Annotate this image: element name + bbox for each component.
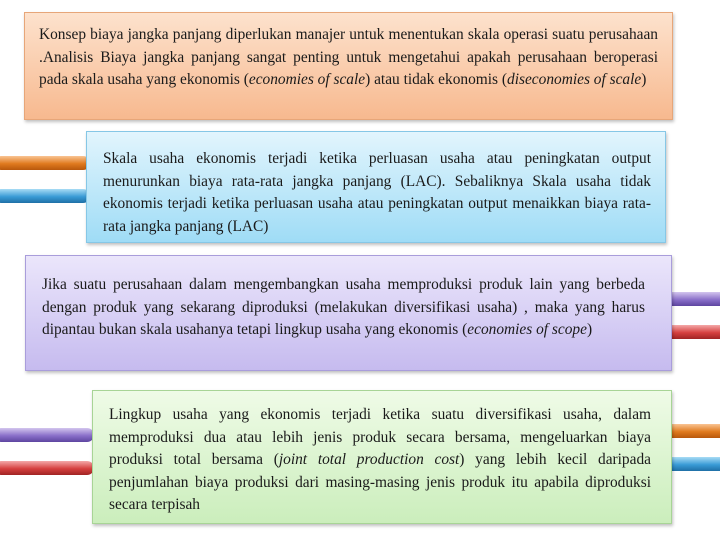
decor-bar-orange-right — [664, 424, 720, 438]
paragraph-economies-of-scope: Jika suatu perusahaan dalam mengembangkan usaha memproduksi produk lain yang berbeda dengan produk yang sekarang diproduksi (melakukan diversifikasi usaha) , maka yang harus dipantau bukan skala usahanya tetapi lingkup usaha yang ekonomis (economies of scope) — [42, 276, 645, 339]
decor-bar-purple-left — [0, 428, 94, 442]
decor-bar-orange-left — [0, 156, 90, 170]
decor-bar-blue-left — [0, 189, 90, 203]
text-box-scope-definition — [92, 390, 672, 524]
paragraph-scope-definition: Lingkup usaha yang ekonomis terjadi ketika suatu diversifikasi usaha, dalam memproduksi dua atau lebih jenis produk secara bersama, mengeluarkan biaya produksi total bersama (joint total production cost) yang lebih kecil daripada penjumlahan biaya produksi dari masing-masing jenis produk itu apabila diproduksi secara terpisah — [109, 406, 651, 514]
text-box-economies-of-scale — [24, 12, 673, 120]
decor-bar-blue-right — [664, 457, 720, 471]
text-box-scale-definition — [86, 131, 666, 243]
decor-bar-purple-right — [664, 292, 720, 306]
decor-bar-red-left — [0, 461, 94, 475]
text-box-economies-of-scope — [25, 255, 672, 371]
decor-bar-red-right — [664, 325, 720, 339]
paragraph-scale-definition: Skala usaha ekonomis terjadi ketika perluasan usaha atau peningkatan output menurunkan biaya rata-rata jangka panjang (LAC). Sebaliknya Skala usaha tidak ekonomis terjadi ketika perluasan usaha atau peningkatan output menaikkan biaya rata-rata jangka panjang (LAC) — [103, 150, 651, 235]
paragraph-economies-of-scale: Konsep biaya jangka panjang diperlukan manajer untuk menentukan skala operasi suatu perusahaan .Analisis Biaya jangka panjang sangat penting untuk mengetahui apakah perusahaan beroperasi pada skala usaha yang ekonomis (economies of scale) atau tidak ekonomis (diseconomies of scale) — [39, 26, 658, 89]
